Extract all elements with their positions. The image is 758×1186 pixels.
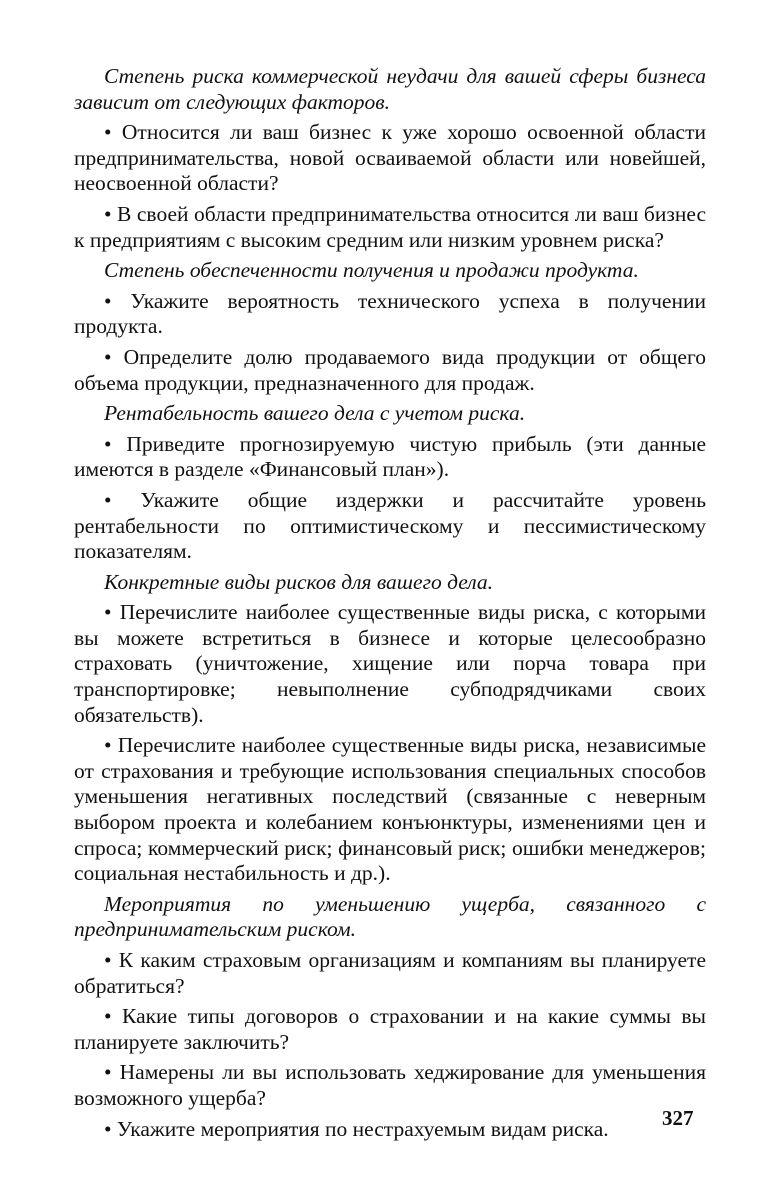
page-body <box>74 64 706 1147</box>
section-heading: Конкретные виды рисков для вашего дела. <box>104 569 493 594</box>
section-heading: Степень риска коммерческой неудачи для вашей сферы бизнеса зависит от следующих факторов. <box>74 64 706 114</box>
list-item: • Перечислите наиболее существенные виды риска, с которыми вы можете встретиться в бизнесе и которые целесообразно страховать (уничтожение, хищение или порча товара при транспортировке; невыполнение субподрядчиками своих обязательств). <box>74 600 706 727</box>
list-item: • Перечислите наиболее существенные виды риска, независимые от страхования и требующие использования специальных способов уменьшения негативных последствий (связанные с неверным выбором проекта и колебанием конъюнктуры, изменениями цен и спроса; коммерческий риск; финансовый риск; ошибки менеджеров; социальная нестабильность и др.). <box>74 733 706 886</box>
list-item: • Относится ли ваш бизнес к уже хорошо освоенной области предпринимательства, новой осваиваемой области или новейшей, неосвоенной области? <box>74 120 706 196</box>
list-item: • Укажите вероятность технического успеха в получении продукта. <box>74 288 706 339</box>
section-heading: Степень обеспеченности получения и продажи продукта. <box>104 258 639 283</box>
section-heading: Мероприятия по уменьшению ущерба, связанного с предпринимательским риском. <box>74 891 706 942</box>
list-item: • Укажите мероприятия по нестрахуемым видам риска. <box>104 1116 609 1141</box>
list-item: • В своей области предпринимательства относится ли ваш бизнес к предприятиям с высоким средним или низким уровнем риска? <box>74 201 706 252</box>
list-item: • Намерены ли вы использовать хеджирование для уменьшения возможного ущерба? <box>74 1060 706 1110</box>
section-heading: Рентабельность вашего дела с учетом риска. <box>104 401 526 426</box>
page-number: 327 <box>662 1106 694 1130</box>
list-item: • Какие типы договоров о страховании и на какие суммы вы планируете заключить? <box>74 1004 706 1054</box>
list-item: • К каким страховым организациям и компаниям вы планируете обратиться? <box>74 948 706 998</box>
list-item: • Приведите прогнозируемую чистую прибыль (эти данные имеются в разделе «Финансовый план»). <box>74 431 706 482</box>
list-item: • Определите долю продаваемого вида продукции от общего объема продукции, предназначенного для продаж. <box>74 344 706 395</box>
list-item: • Укажите общие издержки и рассчитайте уровень рентабельности по оптимистическому и пессимистическому показателям. <box>74 487 706 564</box>
